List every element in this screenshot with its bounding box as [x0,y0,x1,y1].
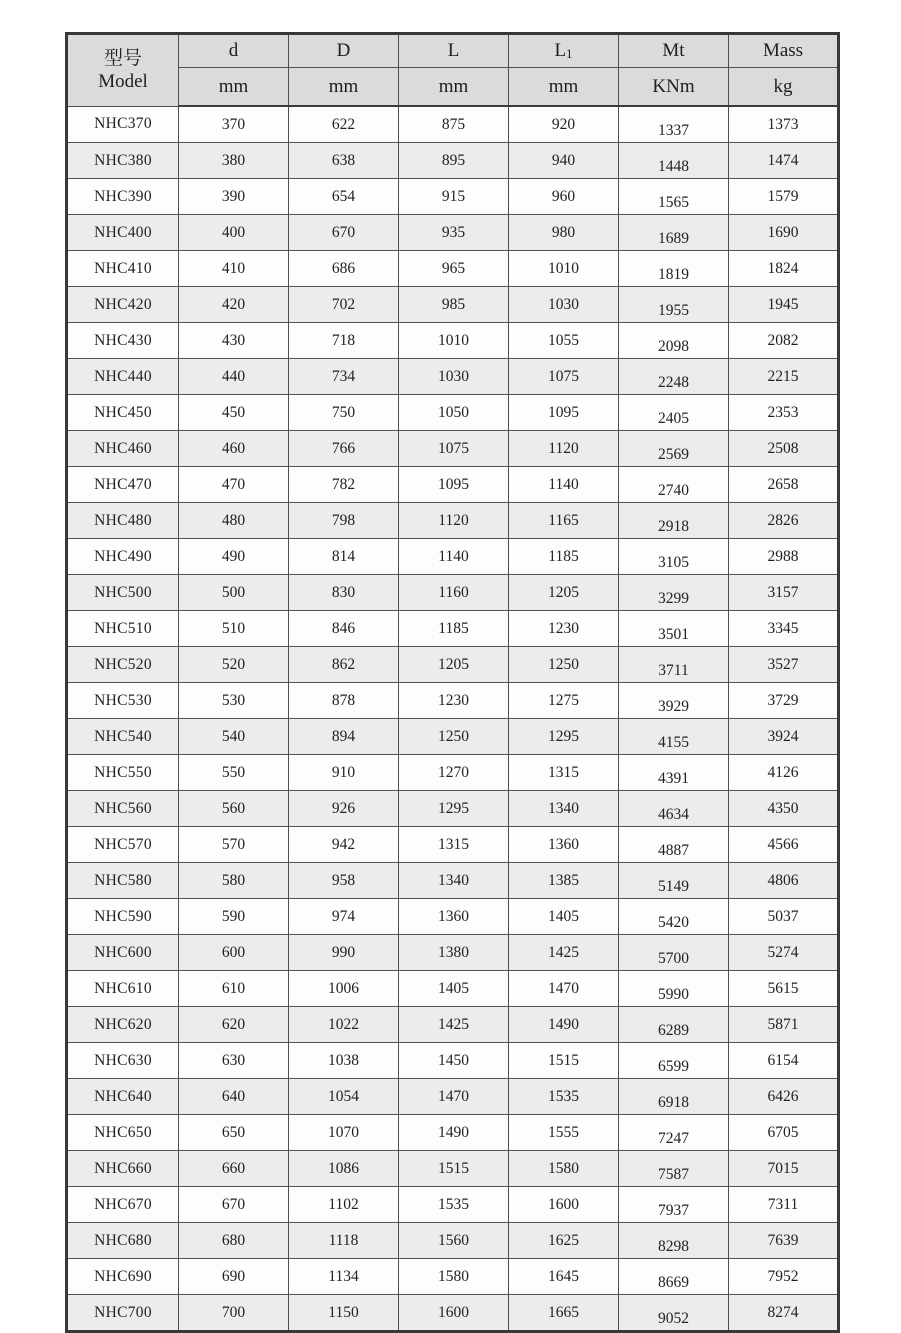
value-cell: 6705 [729,1115,839,1151]
model-cell: NHC670 [67,1187,179,1223]
value-cell: 7247 [619,1115,729,1151]
value-cell: 1600 [399,1295,509,1332]
model-cell: NHC680 [67,1223,179,1259]
value-cell: 1295 [399,791,509,827]
value-cell: 410 [179,251,289,287]
table-row [67,827,839,863]
value-cell: 1405 [399,971,509,1007]
value-cell: 3929 [619,683,729,719]
value-cell: 630 [179,1043,289,1079]
table-row [67,971,839,1007]
value-cell: 1315 [509,755,619,791]
model-cell: NHC450 [67,395,179,431]
header-col-L1-label: L [554,40,567,61]
table-row [67,251,839,287]
value-cell: 638 [289,143,399,179]
value-cell: 1230 [399,683,509,719]
value-cell: 702 [289,287,399,323]
value-cell: 380 [179,143,289,179]
header-col-D [289,34,399,68]
value-cell: 920 [509,106,619,143]
value-cell: 6426 [729,1079,839,1115]
value-cell: 8669 [619,1259,729,1295]
value-cell: 620 [179,1007,289,1043]
table-row [67,143,839,179]
table-row [67,1115,839,1151]
table-row [67,179,839,215]
value-cell: 490 [179,539,289,575]
header-col-d-label: d [228,40,239,61]
value-cell: 5615 [729,971,839,1007]
table-row [67,467,839,503]
value-cell: 390 [179,179,289,215]
model-cell: NHC480 [67,503,179,539]
value-cell: 1337 [619,106,729,143]
model-cell: NHC570 [67,827,179,863]
value-cell: 450 [179,395,289,431]
model-cell: NHC700 [67,1295,179,1332]
model-cell: NHC630 [67,1043,179,1079]
header-unit-D: mm [289,68,399,107]
value-cell: 1185 [399,611,509,647]
value-cell: 942 [289,827,399,863]
value-cell: 622 [289,106,399,143]
header-col-L [399,34,509,68]
value-cell: 4806 [729,863,839,899]
value-cell: 510 [179,611,289,647]
table-row [67,287,839,323]
table-row [67,683,839,719]
value-cell: 5037 [729,899,839,935]
value-cell: 1625 [509,1223,619,1259]
value-cell: 910 [289,755,399,791]
value-cell: 895 [399,143,509,179]
value-cell: 1955 [619,287,729,323]
model-cell: NHC440 [67,359,179,395]
value-cell: 686 [289,251,399,287]
value-cell: 1102 [289,1187,399,1223]
value-cell: 5871 [729,1007,839,1043]
value-cell: 1095 [399,467,509,503]
value-cell: 1474 [729,143,839,179]
value-cell: 4566 [729,827,839,863]
value-cell: 4391 [619,755,729,791]
header-unit-Mass: kg [729,68,839,107]
value-cell: 875 [399,106,509,143]
value-cell: 1030 [399,359,509,395]
value-cell: 470 [179,467,289,503]
value-cell: 4155 [619,719,729,755]
value-cell: 1134 [289,1259,399,1295]
value-cell: 894 [289,719,399,755]
value-cell: 560 [179,791,289,827]
value-cell: 985 [399,287,509,323]
value-cell: 1515 [509,1043,619,1079]
value-cell: 670 [179,1187,289,1223]
value-cell: 1490 [399,1115,509,1151]
table-row [67,755,839,791]
value-cell: 530 [179,683,289,719]
value-cell: 1490 [509,1007,619,1043]
value-cell: 1565 [619,179,729,215]
value-cell: 1050 [399,395,509,431]
value-cell: 640 [179,1079,289,1115]
value-cell: 570 [179,827,289,863]
value-cell: 2508 [729,431,839,467]
model-cell: NHC430 [67,323,179,359]
value-cell: 734 [289,359,399,395]
value-cell: 2098 [619,323,729,359]
value-cell: 1425 [509,935,619,971]
value-cell: 7587 [619,1151,729,1187]
value-cell: 440 [179,359,289,395]
value-cell: 1824 [729,251,839,287]
value-cell: 600 [179,935,289,971]
value-cell: 3501 [619,611,729,647]
value-cell: 1140 [509,467,619,503]
table-row [67,863,839,899]
value-cell: 500 [179,575,289,611]
table-row [67,935,839,971]
value-cell: 580 [179,863,289,899]
value-cell: 1030 [509,287,619,323]
header-model-en: Model [98,71,148,93]
value-cell: 980 [509,215,619,251]
table-row [67,1043,839,1079]
model-cell: NHC690 [67,1259,179,1295]
value-cell: 1470 [399,1079,509,1115]
value-cell: 2248 [619,359,729,395]
value-cell: 1535 [509,1079,619,1115]
value-cell: 1075 [399,431,509,467]
model-cell: NHC400 [67,215,179,251]
table-row [67,539,839,575]
value-cell: 3345 [729,611,839,647]
value-cell: 1120 [509,431,619,467]
value-cell: 6918 [619,1079,729,1115]
value-cell: 1340 [509,791,619,827]
value-cell: 1118 [289,1223,399,1259]
value-cell: 862 [289,647,399,683]
value-cell: 1360 [509,827,619,863]
header-unit-L1: mm [509,68,619,107]
value-cell: 814 [289,539,399,575]
table-header [67,34,839,107]
value-cell: 960 [509,179,619,215]
table-row [67,575,839,611]
value-cell: 846 [289,611,399,647]
value-cell: 1425 [399,1007,509,1043]
value-cell: 965 [399,251,509,287]
value-cell: 1022 [289,1007,399,1043]
model-cell: NHC620 [67,1007,179,1043]
value-cell: 1185 [509,539,619,575]
header-row-names [67,34,839,68]
value-cell: 1010 [509,251,619,287]
value-cell: 3729 [729,683,839,719]
header-col-D-label: D [336,40,351,61]
value-cell: 6289 [619,1007,729,1043]
value-cell: 782 [289,467,399,503]
value-cell: 5149 [619,863,729,899]
value-cell: 1535 [399,1187,509,1223]
value-cell: 5700 [619,935,729,971]
value-cell: 1250 [399,719,509,755]
table-row [67,719,839,755]
value-cell: 480 [179,503,289,539]
model-cell: NHC530 [67,683,179,719]
value-cell: 1150 [289,1295,399,1332]
value-cell: 660 [179,1151,289,1187]
header-col-L-label: L [447,40,460,61]
model-cell: NHC510 [67,611,179,647]
value-cell: 6154 [729,1043,839,1079]
value-cell: 1580 [509,1151,619,1187]
value-cell: 2740 [619,467,729,503]
value-cell: 1515 [399,1151,509,1187]
table-row [67,1295,839,1332]
value-cell: 1054 [289,1079,399,1115]
value-cell: 1580 [399,1259,509,1295]
model-cell: NHC550 [67,755,179,791]
value-cell: 1140 [399,539,509,575]
table-row [67,899,839,935]
value-cell: 460 [179,431,289,467]
value-cell: 1205 [399,647,509,683]
model-cell: NHC470 [67,467,179,503]
value-cell: 1010 [399,323,509,359]
model-cell: NHC610 [67,971,179,1007]
value-cell: 3924 [729,719,839,755]
value-cell: 1006 [289,971,399,1007]
value-cell: 690 [179,1259,289,1295]
value-cell: 974 [289,899,399,935]
value-cell: 766 [289,431,399,467]
value-cell: 1690 [729,215,839,251]
value-cell: 680 [179,1223,289,1259]
value-cell: 1160 [399,575,509,611]
value-cell: 2405 [619,395,729,431]
model-cell: NHC580 [67,863,179,899]
value-cell: 4126 [729,755,839,791]
model-cell: NHC660 [67,1151,179,1187]
value-cell: 3157 [729,575,839,611]
header-row-units [67,68,839,107]
value-cell: 1385 [509,863,619,899]
value-cell: 1230 [509,611,619,647]
model-cell: NHC410 [67,251,179,287]
model-cell: NHC380 [67,143,179,179]
value-cell: 3105 [619,539,729,575]
header-col-d [179,34,289,68]
value-cell: 8298 [619,1223,729,1259]
value-cell: 1380 [399,935,509,971]
spec-table [65,32,840,1333]
value-cell: 1095 [509,395,619,431]
table-body [67,106,839,1332]
value-cell: 4350 [729,791,839,827]
header-unit-L: mm [399,68,509,107]
value-cell: 400 [179,215,289,251]
value-cell: 1373 [729,106,839,143]
model-cell: NHC370 [67,106,179,143]
value-cell: 1645 [509,1259,619,1295]
value-cell: 2826 [729,503,839,539]
value-cell: 370 [179,106,289,143]
table-row [67,647,839,683]
value-cell: 1120 [399,503,509,539]
model-cell: NHC420 [67,287,179,323]
value-cell: 5990 [619,971,729,1007]
value-cell: 6599 [619,1043,729,1079]
value-cell: 958 [289,863,399,899]
value-cell: 700 [179,1295,289,1332]
value-cell: 2988 [729,539,839,575]
value-cell: 7015 [729,1151,839,1187]
value-cell: 654 [289,179,399,215]
value-cell: 1555 [509,1115,619,1151]
model-cell: NHC490 [67,539,179,575]
header-unit-Mt: KNm [619,68,729,107]
value-cell: 878 [289,683,399,719]
model-cell: NHC640 [67,1079,179,1115]
value-cell: 2658 [729,467,839,503]
value-cell: 1579 [729,179,839,215]
value-cell: 2918 [619,503,729,539]
value-cell: 1819 [619,251,729,287]
value-cell: 1360 [399,899,509,935]
table-row [67,215,839,251]
table-row [67,323,839,359]
value-cell: 830 [289,575,399,611]
value-cell: 520 [179,647,289,683]
value-cell: 718 [289,323,399,359]
header-col-Mt-label: Mt [662,40,685,61]
table-row [67,395,839,431]
model-cell: NHC460 [67,431,179,467]
value-cell: 1295 [509,719,619,755]
model-cell: NHC500 [67,575,179,611]
table-row [67,1007,839,1043]
value-cell: 610 [179,971,289,1007]
value-cell: 550 [179,755,289,791]
value-cell: 1075 [509,359,619,395]
model-cell: NHC590 [67,899,179,935]
value-cell: 9052 [619,1295,729,1332]
value-cell: 1450 [399,1043,509,1079]
value-cell: 1086 [289,1151,399,1187]
value-cell: 1315 [399,827,509,863]
value-cell: 1600 [509,1187,619,1223]
header-col-Mt [619,34,729,68]
value-cell: 5274 [729,935,839,971]
header-col-Mass [729,34,839,68]
value-cell: 2569 [619,431,729,467]
table-row [67,431,839,467]
table-row [67,1151,839,1187]
value-cell: 1038 [289,1043,399,1079]
value-cell: 2082 [729,323,839,359]
value-cell: 1470 [509,971,619,1007]
value-cell: 1448 [619,143,729,179]
table-row [67,359,839,395]
value-cell: 1340 [399,863,509,899]
value-cell: 926 [289,791,399,827]
table-row [67,1079,839,1115]
model-cell: NHC600 [67,935,179,971]
value-cell: 915 [399,179,509,215]
value-cell: 1250 [509,647,619,683]
model-cell: NHC540 [67,719,179,755]
value-cell: 798 [289,503,399,539]
value-cell: 8274 [729,1295,839,1332]
value-cell: 2215 [729,359,839,395]
value-cell: 4887 [619,827,729,863]
value-cell: 1205 [509,575,619,611]
value-cell: 1275 [509,683,619,719]
value-cell: 2353 [729,395,839,431]
model-cell: NHC650 [67,1115,179,1151]
model-cell: NHC520 [67,647,179,683]
value-cell: 1560 [399,1223,509,1259]
table-row [67,1259,839,1295]
header-model [67,34,179,107]
value-cell: 1405 [509,899,619,935]
header-col-L1-subscript: 1 [566,46,573,61]
value-cell: 935 [399,215,509,251]
value-cell: 590 [179,899,289,935]
value-cell: 1945 [729,287,839,323]
model-cell: NHC390 [67,179,179,215]
value-cell: 940 [509,143,619,179]
header-col-Mass-label: Mass [762,40,804,61]
value-cell: 3711 [619,647,729,683]
model-cell: NHC560 [67,791,179,827]
value-cell: 750 [289,395,399,431]
value-cell: 7952 [729,1259,839,1295]
table-row [67,1187,839,1223]
value-cell: 7639 [729,1223,839,1259]
value-cell: 4634 [619,791,729,827]
value-cell: 430 [179,323,289,359]
table-row [67,106,839,143]
value-cell: 1165 [509,503,619,539]
header-col-L1 [509,34,619,68]
table-row [67,1223,839,1259]
value-cell: 5420 [619,899,729,935]
value-cell: 3527 [729,647,839,683]
value-cell: 3299 [619,575,729,611]
table-row [67,791,839,827]
header-unit-d: mm [179,68,289,107]
value-cell: 420 [179,287,289,323]
value-cell: 1055 [509,323,619,359]
value-cell: 1665 [509,1295,619,1332]
header-model-cn: 型号 [103,47,142,69]
table-row [67,503,839,539]
value-cell: 1070 [289,1115,399,1151]
value-cell: 7311 [729,1187,839,1223]
value-cell: 540 [179,719,289,755]
value-cell: 7937 [619,1187,729,1223]
value-cell: 650 [179,1115,289,1151]
value-cell: 1270 [399,755,509,791]
value-cell: 990 [289,935,399,971]
table-row [67,611,839,647]
value-cell: 1689 [619,215,729,251]
value-cell: 670 [289,215,399,251]
